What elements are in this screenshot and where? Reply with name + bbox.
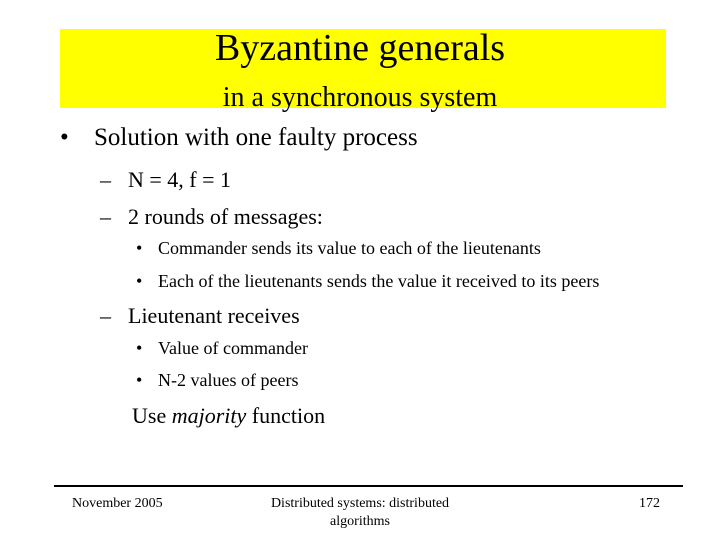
conclusion-line <box>132 403 325 429</box>
dash-marker: – <box>100 204 111 229</box>
bullet-text: N-2 values of peers <box>158 370 299 390</box>
footer-course-line1: Distributed systems: distributed <box>270 496 450 511</box>
bullet-level2 <box>100 167 231 193</box>
bullet-marker: • <box>60 124 69 151</box>
slide-subtitle: in a synchronous system <box>222 82 498 113</box>
bullet-level2 <box>100 303 300 329</box>
bullet-text: Commander sends its value to each of the lieutenants <box>158 238 541 258</box>
bullet-level3 <box>136 271 599 292</box>
slide-title: Byzantine generals <box>214 27 506 69</box>
bullet-marker: • <box>136 271 143 291</box>
bullet-level3 <box>136 370 298 391</box>
bullet-marker: • <box>136 338 143 358</box>
footer-divider <box>54 485 683 487</box>
bullet-level3 <box>136 338 308 359</box>
bullet-text: Lieutenant receives <box>128 303 300 328</box>
footer-course <box>250 495 470 531</box>
bullet-marker: • <box>136 370 143 390</box>
bullet-text: Value of commander <box>158 338 308 358</box>
conclusion-before: Use <box>132 403 172 428</box>
bullet-level3 <box>136 238 541 259</box>
bullet-text: 2 rounds of messages: <box>128 204 323 229</box>
dash-marker: – <box>100 167 111 192</box>
bullet-marker: • <box>136 238 143 258</box>
bullet-level1 <box>60 124 418 152</box>
dash-marker: – <box>100 303 111 328</box>
footer-course-line2: algorithms <box>330 514 390 529</box>
bullet-text: N = 4, f = 1 <box>128 167 232 192</box>
conclusion-after: function <box>246 403 326 428</box>
bullet-text: Solution with one faulty process <box>94 124 418 151</box>
bullet-text: Each of the lieutenants sends the value it received to its peers <box>158 271 600 291</box>
bullet-level2 <box>100 204 323 230</box>
footer-date: November 2005 <box>72 496 163 511</box>
footer-page-number: 172 <box>639 496 660 511</box>
conclusion-emphasis: majority <box>171 403 247 428</box>
